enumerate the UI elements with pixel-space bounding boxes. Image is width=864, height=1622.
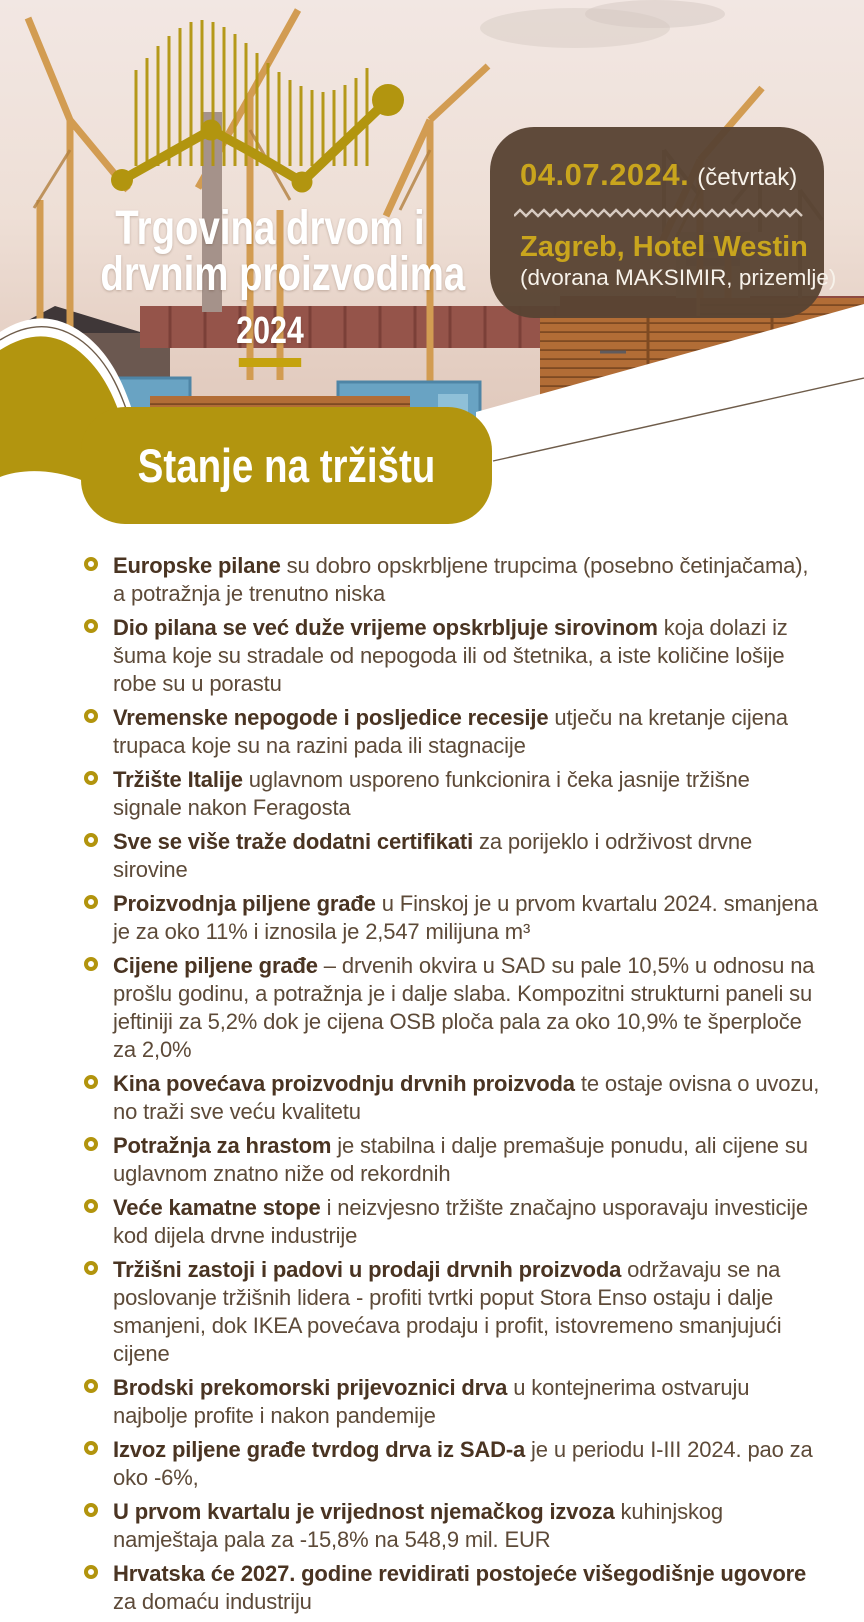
bullet-ring-icon: [84, 1137, 98, 1151]
list-item: [84, 704, 820, 760]
bullet-ring-icon: [84, 1199, 98, 1213]
bullet-rest-text: koja dolazi iz šuma koje su stradale od nepogoda ili od štetnika, a iste količine lošije robe su u porastu: [113, 615, 788, 696]
bullet-ring-icon: [84, 1379, 98, 1393]
bullet-text: [113, 552, 820, 608]
bullet-lead-text: Kina povećava proizvodnju drvnih proizvoda: [113, 1071, 575, 1096]
bullet-lead-text: Sve se više traže dodatni certifikati: [113, 829, 474, 854]
bullet-ring-icon: [84, 709, 98, 723]
section-title: Stanje na tržištu: [137, 439, 436, 492]
bullet-ring-icon: [84, 1261, 98, 1275]
bullet-text: [113, 614, 820, 698]
bullet-rest-text: za porijeklo i održivost drvne sirovine: [113, 829, 753, 882]
bullet-rest-text: su dobro opskrbljene trupcima (posebno četinjačama), a potražnja je trenutno niska: [113, 553, 809, 606]
list-item: [84, 1560, 820, 1616]
bullet-rest-text: kuhinjskog namještaja pala za -15,8% na 548,9 mil. EUR: [113, 1499, 723, 1552]
list-item: [84, 766, 820, 822]
event-location: Zagreb, Hotel Westin: [520, 231, 808, 263]
market-status-content: [0, 552, 864, 1622]
bullet-lead-text: Vremenske nepogode i posljedice recesije: [113, 705, 549, 730]
zigzag-divider-icon: [514, 207, 804, 219]
event-date-row: [520, 157, 800, 193]
list-item: [84, 1132, 820, 1188]
bullet-rest-text: uglavnom usporeno funkcionira i čeka jasnije tržišne signale nakon Feragosta: [113, 767, 750, 820]
bullet-lead-text: Potražnja za hrastom: [113, 1133, 332, 1158]
bullet-text: [113, 952, 820, 1064]
bullet-text: [113, 1498, 820, 1554]
list-item: [84, 1070, 820, 1126]
event-day: (četvrtak): [697, 164, 798, 191]
bullet-rest-text: utječu na kretanje cijena trupaca koje su na razini pada ili stagnacije: [113, 705, 788, 758]
event-title-line1: Trgovina drvom i: [115, 202, 425, 255]
year-underline: [239, 358, 301, 367]
bullet-rest-text: u kontejnerima ostvaruju najbolje profite i nakon pandemije: [113, 1375, 750, 1428]
bullet-text: [113, 1132, 820, 1188]
bullet-ring-icon: [84, 619, 98, 633]
bullet-lead-text: Proizvodnja piljene građe: [113, 891, 376, 916]
bullet-lead-text: Hrvatska će 2027. godine revidirati postojeće višegodišnje ugovore: [113, 1561, 807, 1586]
bullet-lead-text: Izvoz piljene građe tvrdog drva iz SAD-a: [113, 1437, 526, 1462]
bullet-text: [113, 1374, 820, 1430]
bullet-ring-icon: [84, 1441, 98, 1455]
bullet-lead-text: U prvom kvartalu je vrijednost njemačkog izvoza: [113, 1499, 615, 1524]
bullet-text: [113, 1070, 820, 1126]
list-item: [84, 1374, 820, 1430]
bullet-lead-text: Cijene piljene građe: [113, 953, 318, 978]
bullet-rest-text: za domaću industriju: [113, 1589, 312, 1614]
bullet-rest-text: – drvenih okvira u SAD su pale 10,5% u odnosu na prošlu godinu, a potražnja je i dalje slaba. Kompozitni strukturni paneli su jeftiniji za 5,2% dok je cijena OSB ploča pala za oko 10,9% te šperploče za 2,0%: [113, 953, 815, 1062]
hero-header: [0, 0, 864, 545]
bullet-ring-icon: [84, 1565, 98, 1579]
market-bullet-list: [84, 552, 820, 1616]
bullet-lead-text: Tržište Italije: [113, 767, 243, 792]
section-title-box: [81, 407, 492, 524]
bullet-ring-icon: [84, 557, 98, 571]
bullet-lead-text: Veće kamatne stope: [113, 1195, 321, 1220]
bullet-rest-text: je stabilna i dalje premašuje ponudu, ali cijene su uglavnom znatno niže od rekordnih: [113, 1133, 808, 1186]
bullet-text: [113, 1194, 820, 1250]
list-item: [84, 952, 820, 1064]
list-item: [84, 1498, 820, 1554]
list-item: [84, 1194, 820, 1250]
bullet-rest-text: je u periodu I-III 2024. pao za oko -6%,: [113, 1437, 813, 1490]
event-venue: (dvorana MAKSIMIR, prizemlje): [520, 265, 837, 290]
list-item: [84, 828, 820, 884]
bullet-ring-icon: [84, 1075, 98, 1089]
event-year: 2024: [236, 310, 304, 352]
bullet-text: [113, 1560, 820, 1616]
list-item: [84, 552, 820, 608]
event-date: 04.07.2024.: [520, 157, 690, 192]
bullet-text: [113, 1436, 820, 1492]
bullet-text: [113, 704, 820, 760]
bullet-lead-text: Dio pilana se već duže vrijeme opskrbljuje sirovinom: [113, 615, 658, 640]
bullet-lead-text: Brodski prekomorski prijevoznici drva: [113, 1375, 508, 1400]
bullet-rest-text: u Finskoj je u prvom kvartalu 2024. smanjena je za oko 11% i iznosila je 2,547 milijuna m³: [113, 891, 818, 944]
list-item: [84, 614, 820, 698]
list-item: [84, 1436, 820, 1492]
bullet-ring-icon: [84, 833, 98, 847]
bullet-ring-icon: [84, 957, 98, 971]
bullet-rest-text: održavaju se na poslovanje tržišnih lidera - profiti tvrtki poput Stora Enso ostaju i dalje smanjeni, dok IKEA povećava prodaju i profit, istovremeno smanjujući cijene: [113, 1257, 782, 1366]
bullet-lead-text: Tržišni zastoji i padovi u prodaji drvnih proizvoda: [113, 1257, 622, 1282]
event-info-badge: [490, 127, 837, 318]
event-title: [100, 202, 466, 367]
bullet-text: [113, 1256, 820, 1368]
bullet-ring-icon: [84, 895, 98, 909]
bullet-rest-text: te ostaje ovisna o uvozu, no traži sve veću kvalitetu: [113, 1071, 820, 1124]
list-item: [84, 890, 820, 946]
bullet-lead-text: Europske pilane: [113, 553, 281, 578]
bullet-text: [113, 766, 820, 822]
bullet-ring-icon: [84, 771, 98, 785]
event-title-line2: drvnim proizvodima: [100, 248, 466, 301]
bullet-text: [113, 890, 820, 946]
bullet-ring-icon: [84, 1503, 98, 1517]
bullet-text: [113, 828, 820, 884]
list-item: [84, 1256, 820, 1368]
bullet-rest-text: i neizvjesno tržište značajno usporavaju investicije kod dijela drvne industrije: [113, 1195, 808, 1248]
